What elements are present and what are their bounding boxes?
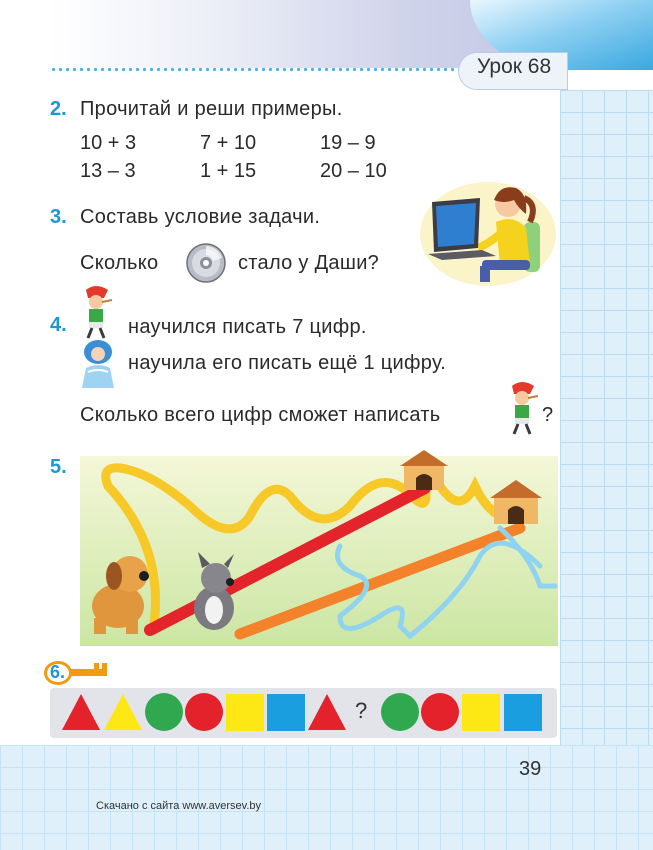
triangle-shape-7 [308, 694, 346, 730]
grid-margin [560, 90, 653, 850]
key-tooth [94, 663, 99, 670]
task-3-number: 3. [50, 206, 67, 228]
header-dotted-line [50, 66, 460, 74]
circle-shape-4 [185, 693, 223, 731]
task-4-number: 4. [50, 314, 67, 336]
task-3-question-start: Сколько [80, 252, 159, 274]
circle-shape-10 [421, 693, 459, 731]
example-6: 20 – 10 [320, 160, 387, 182]
square-shape-5 [226, 694, 264, 731]
example-5: 1 + 15 [200, 160, 257, 182]
circle-shape-3 [145, 693, 183, 731]
example-1: 10 + 3 [80, 132, 137, 154]
page-number: 39 [519, 758, 542, 780]
task-2-instruction: Прочитай и реши примеры. [80, 98, 343, 120]
example-3: 19 – 9 [320, 132, 376, 154]
source-note: Скачано с сайта www.aversev.by [96, 800, 262, 812]
task-4-line-2: научила его писать ещё 1 цифру. [128, 352, 447, 374]
pinocchio-figure [78, 284, 116, 340]
square-shape-6 [267, 694, 305, 731]
task-3-question-end: стало у Даши? [238, 252, 380, 274]
maze-path-picture [80, 446, 558, 646]
key-icon [71, 669, 107, 676]
triangle-shape-1 [62, 694, 100, 730]
pinocchio-figure-small [504, 380, 542, 436]
circle-shape-9 [381, 693, 419, 731]
malvina-figure [78, 338, 118, 392]
square-shape-11 [462, 694, 500, 731]
task-6-number: 6. [50, 662, 66, 682]
shape-sequence [50, 688, 557, 738]
cd-disc-icon [186, 243, 226, 283]
sequence-question-mark: ? [355, 698, 368, 723]
example-2: 7 + 10 [200, 132, 257, 154]
task-4-question-mark: ? [542, 404, 554, 426]
triangle-shape-2 [104, 694, 142, 730]
girl-at-laptop-illustration [418, 178, 558, 286]
example-4: 13 – 3 [80, 160, 136, 182]
task-4-line-1: научился писать 7 цифр. [128, 316, 367, 338]
task-2-number: 2. [50, 98, 67, 120]
task-3-instruction: Составь условие задачи. [80, 206, 321, 228]
square-shape-12 [504, 694, 542, 731]
task-4-line-3: Сколько всего цифр сможет написать [80, 404, 441, 426]
key-tooth [102, 663, 107, 670]
grid-footer-area [0, 745, 653, 850]
task-5-number: 5. [50, 456, 67, 478]
lesson-title: Урок 68 [477, 55, 552, 78]
